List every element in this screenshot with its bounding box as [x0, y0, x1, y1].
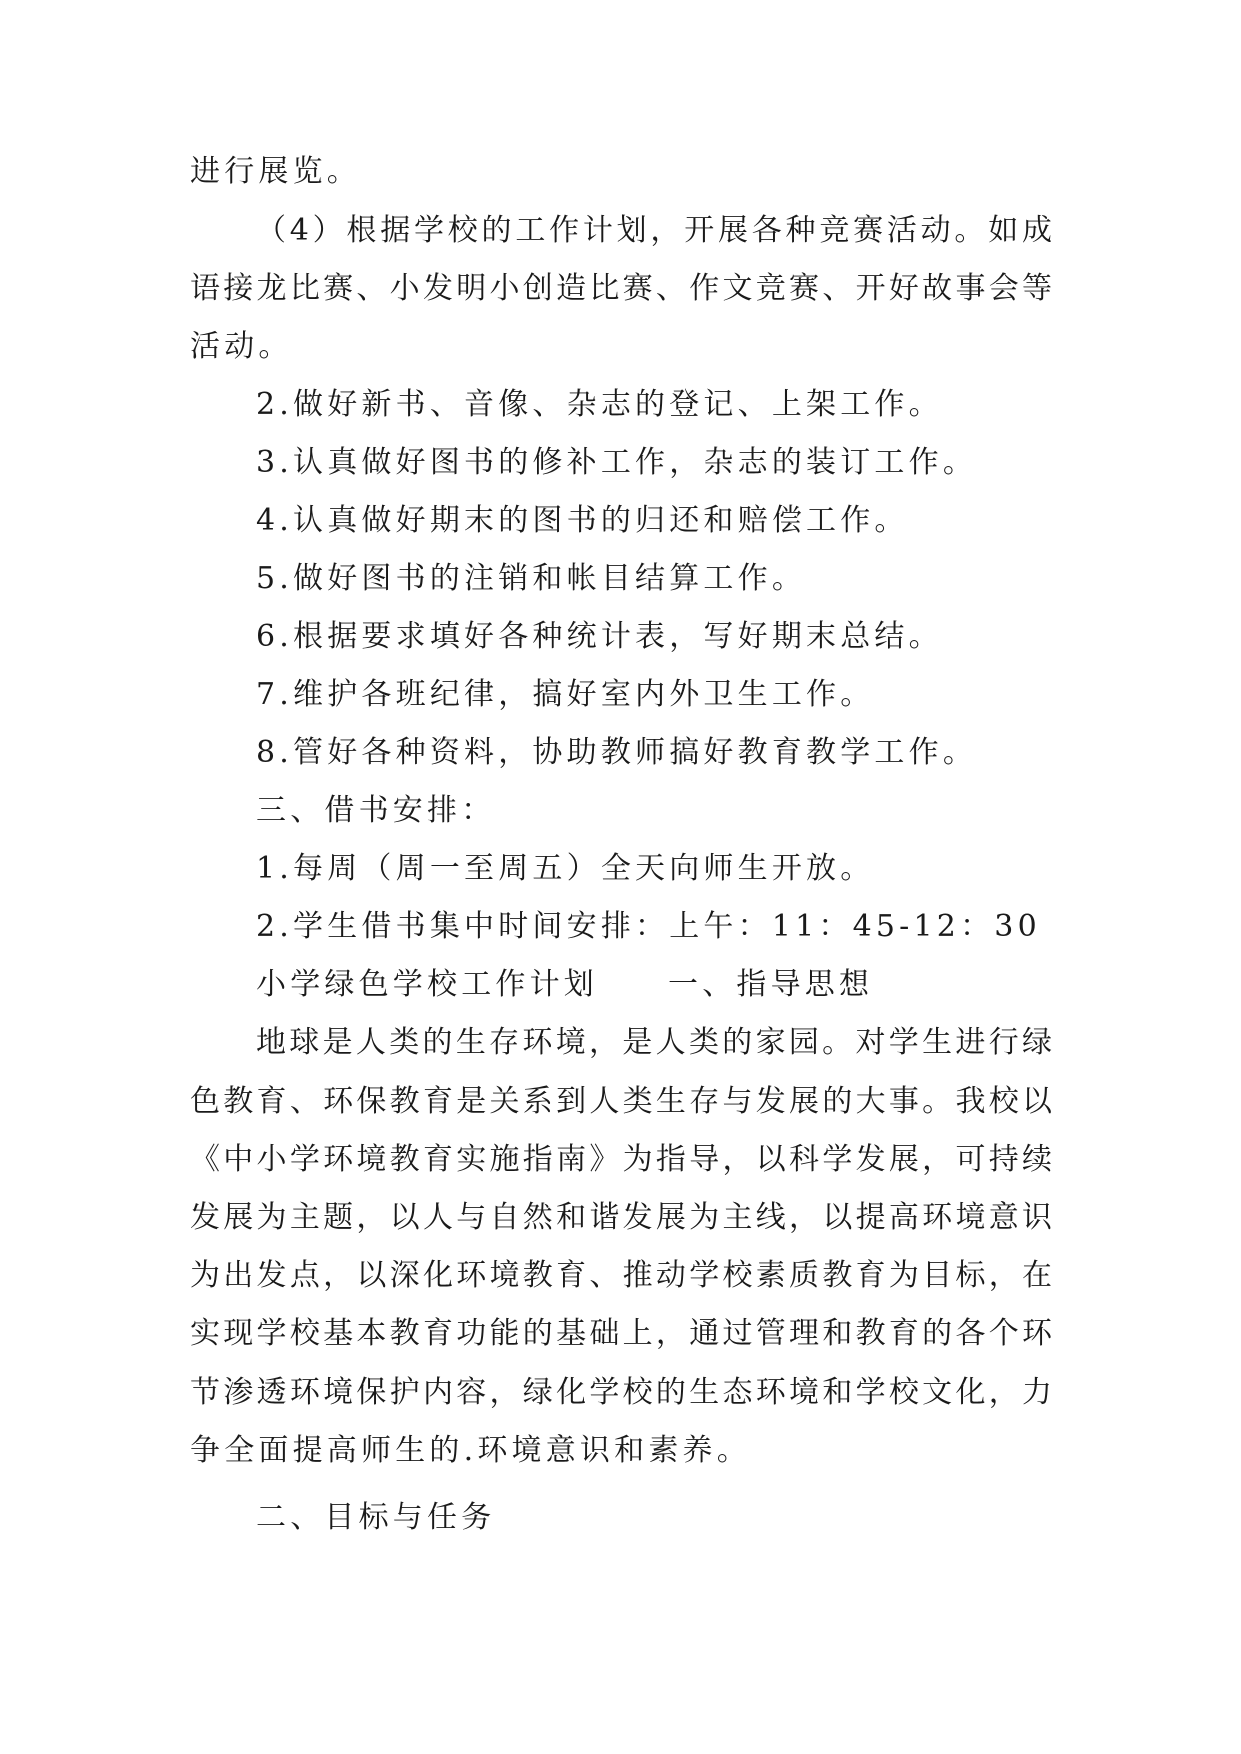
text-line: 7.维护各班纪律，搞好室内外卫生工作。: [256, 677, 875, 712]
text-line: 地球是人类的生存环境，是人类的家园。对学生进行绿: [256, 1025, 1052, 1060]
text-line: 4.认真做好期末的图书的归还和赔偿工作。: [256, 503, 909, 538]
text-line: 节渗透环境保护内容，绿化学校的生态环境和学校文化，力: [190, 1375, 1052, 1410]
text-line: （4）根据学校的工作计划，开展各种竞赛活动。如成: [256, 213, 1052, 248]
text-line: 《中小学环境教育实施指南》为指导，以科学发展，可持续: [190, 1142, 1052, 1177]
section-heading: 二、目标与任务: [256, 1500, 496, 1535]
text-line: 语接龙比赛、小发明小创造比赛、作文竞赛、开好故事会等: [190, 271, 1052, 306]
text-line: 发展为主题，以人与自然和谐发展为主线，以提高环境意识: [190, 1200, 1052, 1235]
text-line: 3.认真做好图书的修补工作，杂志的装订工作。: [256, 445, 978, 480]
section-heading: 三、借书安排：: [256, 793, 496, 828]
text-line: 5.做好图书的注销和帐目结算工作。: [256, 561, 807, 596]
document-title: 小学绿色学校工作计划: [256, 967, 598, 1002]
text-line: 进行展览。: [190, 154, 361, 189]
title-line: [256, 965, 1052, 1005]
text-line: 2.学生借书集中时间安排：上午：11：45-12：30: [256, 909, 1041, 944]
text-line: 2.做好新书、音像、杂志的登记、上架工作。: [256, 387, 943, 422]
section-heading: 一、指导思想: [668, 967, 874, 1002]
text-line: 1.每周（周一至周五）全天向师生开放。: [256, 851, 875, 886]
text-line: 实现学校基本教育功能的基础上，通过管理和教育的各个环: [190, 1316, 1052, 1351]
text-line: 8.管好各种资料，协助教师搞好教育教学工作。: [256, 735, 978, 770]
text-line: 为出发点，以深化环境教育、推动学校素质教育为目标，在: [190, 1258, 1052, 1293]
text-line: 活动。: [190, 329, 293, 364]
text-line: 6.根据要求填好各种统计表，写好期末总结。: [256, 619, 943, 654]
text-line: 争全面提高师生的.环境意识和素养。: [190, 1433, 751, 1468]
text-line: 色教育、环保教育是关系到人类生存与发展的大事。我校以: [190, 1084, 1052, 1119]
